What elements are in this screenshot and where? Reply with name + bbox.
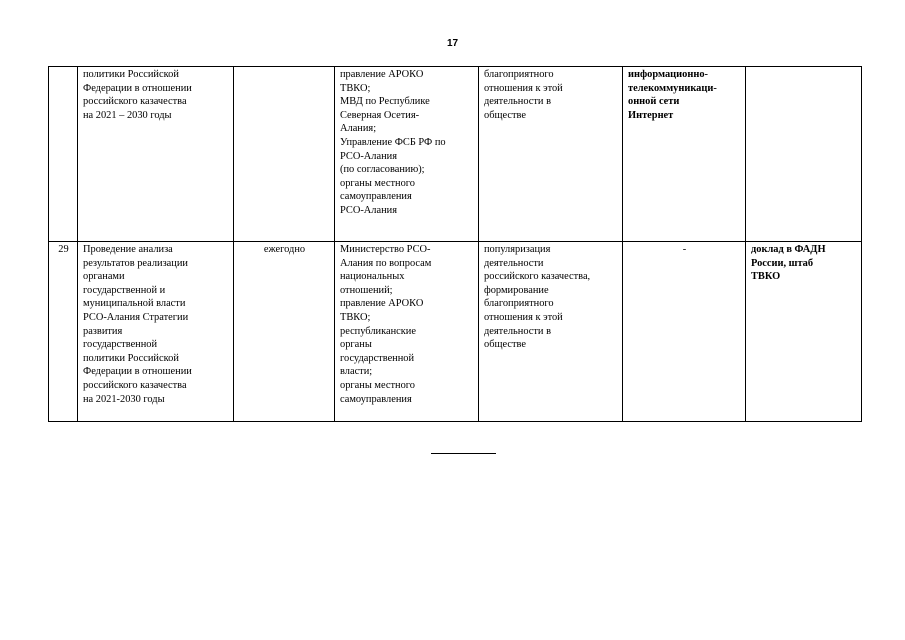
report-cell (746, 67, 862, 242)
indicator-cell: - (623, 242, 746, 422)
term-cell (234, 67, 335, 242)
page-number: 17 (446, 38, 459, 49)
table-row (49, 242, 862, 422)
report-cell: доклад в ФАДН России, штаб ТВКО (746, 242, 862, 422)
executors-cell: правление АРОКО ТВКО; МВД по Республике Северная Осетия- Алания; Управление ФСБ РФ по РСО-Алания (по согласованию); органы местного самоуправления РСО-Алания (335, 67, 479, 242)
event-cell: политики Российской Федерации в отношении российского казачества на 2021 – 2030 годы (78, 67, 234, 242)
table-row (49, 67, 862, 242)
row-number-cell: 29 (49, 242, 78, 422)
indicator-cell: информационно- телекоммуникаци- онной сети Интернет (623, 67, 746, 242)
plan-table (48, 66, 862, 422)
result-cell: популяризация деятельности российского казачества, формирование благоприятного отношения к этой деятельности в обществе (479, 242, 623, 422)
footer-divider (431, 453, 496, 454)
executors-cell: Министерство РСО- Алания по вопросам национальных отношений; правление АРОКО ТВКО; республиканские органы государственной власти; органы местного самоуправления (335, 242, 479, 422)
term-cell: ежегодно (234, 242, 335, 422)
event-cell: Проведение анализа результатов реализации органами государственной и муниципальной власти РСО-Алания Стратегии развития государственной политики Российской Федерации в отношении российского казачества на 2021-2030 годы (78, 242, 234, 422)
row-number-cell (49, 67, 78, 242)
result-cell: благоприятного отношения к этой деятельности в обществе (479, 67, 623, 242)
